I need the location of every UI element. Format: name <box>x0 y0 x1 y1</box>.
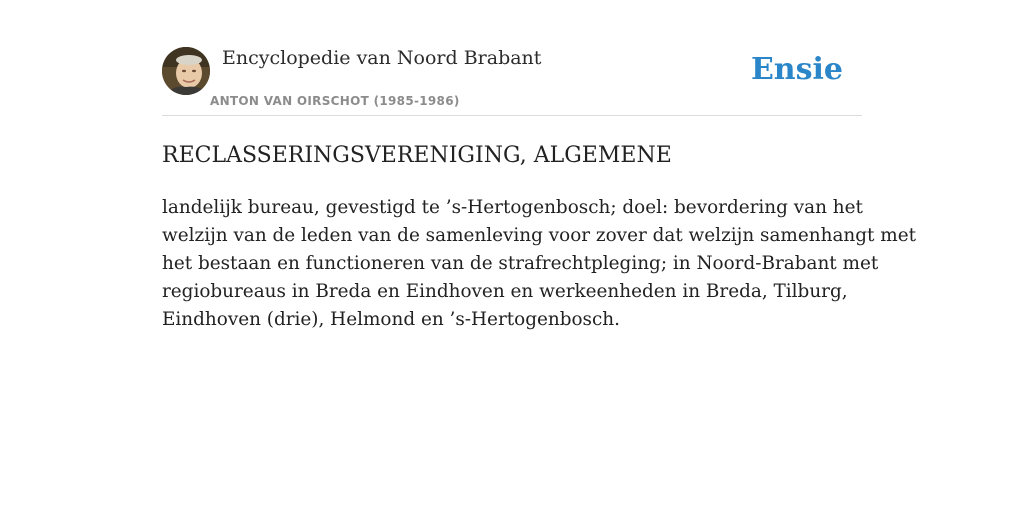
brand-logo[interactable]: Ensie <box>750 52 843 87</box>
entry-body-line: regiobureaus in Breda en Eindhoven en werkeenheden in Breda, Tilburg, <box>162 281 848 302</box>
entry-title: RECLASSERINGSVERENIGING, ALGEMENE <box>162 143 672 168</box>
author-name[interactable]: ANTON VAN OIRSCHOT (1985-1986) <box>210 94 460 108</box>
entry-body-line: Eindhoven (drie), Helmond en ’s-Hertogenbosch. <box>162 309 620 330</box>
author-portrait-icon <box>162 47 210 95</box>
entry-body-line: het bestaan en functioneren van de strafrechtpleging; in Noord-Brabant met <box>162 253 879 274</box>
entry-body-line: landelijk bureau, gevestigd te ’s-Hertogenbosch; doel: bevordering van het <box>162 197 863 218</box>
book-title[interactable]: Encyclopedie van Noord Brabant <box>222 47 542 69</box>
author-avatar[interactable] <box>162 47 210 95</box>
entry-body <box>162 194 916 334</box>
entry-header <box>162 46 862 116</box>
entry-body-line: welzijn van de leden van de samenleving voor zover dat welzijn samenhangt met <box>162 225 916 246</box>
entry-card <box>162 46 916 334</box>
